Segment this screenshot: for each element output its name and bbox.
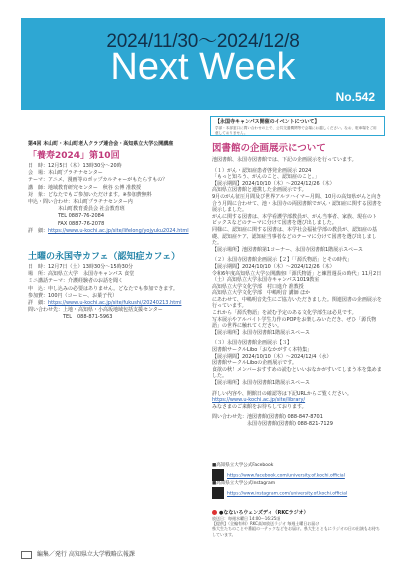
library-block1-row: がんに関する図書は、本学看護学部教員が、がん当事者、家族、現在のトピックスなどのテーマに分けて図書を選び出しました。 xyxy=(212,213,378,227)
social-links xyxy=(212,463,382,499)
library-block1-row: （１）がん・認知症患者啓発企画展示 2024 xyxy=(212,167,312,174)
event-contact-row: 問い合わせ先：上地・高知県・小高坂地域包括支援センター xyxy=(28,307,163,314)
masthead xyxy=(21,18,385,110)
library-intro: 池図書館、永国寺図書館では、下記の企画展示を行っています。 xyxy=(212,157,357,163)
event-contact-row: TEL 088-871-5963 xyxy=(28,314,113,321)
radio-icon xyxy=(212,510,217,515)
instagram-label: ■高知県立大学公式Instagram xyxy=(212,481,276,486)
library-block2-row: 高知県立大学文化学部 中嶋明音 講師 ほか xyxy=(212,290,311,297)
library-block2-row: にあわせて、中嶋明音先生にご協力いただきました。関連図書の企画展示を行っています。 xyxy=(212,296,382,310)
event-detail-row: 日 時：12月5日（木）13時30分〜20時 xyxy=(28,163,122,169)
radio-section xyxy=(212,509,382,537)
newsletter-title: Next Week xyxy=(110,46,296,88)
library-block2-row: 写本展示やアルバイト学生力作のPOPをお楽しみいただき、ぜひ「源氏物語」の世界に触れてください。 xyxy=(212,316,377,330)
library-block2-row: （２）永国寺図書館企画展示【２】「「源氏物語」とその時代」 xyxy=(212,257,353,264)
library-block3-row: 【展示期間】2024/10/10（木）〜2024/12/4（水） xyxy=(212,353,332,360)
event-yojyuku xyxy=(28,140,198,235)
event-title: 土曜の永国寺カフェ（認知症カフェ） xyxy=(28,252,181,263)
event-detail-link[interactable]: https://www.u-kochi.ac.jp/site/fukushi/20240213.html xyxy=(48,300,182,307)
event-link-label: 詳 細： xyxy=(28,227,49,234)
issue-number: No.542 xyxy=(335,90,375,104)
date-range: 2024/11/30〜2024/12/8 xyxy=(106,31,300,52)
library-block2-row: 高知県立大学文化学部 村口進介 准教授 xyxy=(212,283,304,290)
library-block1-row: 【展示期間】2024/10/10（木）〜2024/12/26（木） xyxy=(212,180,335,187)
library-block3-row: 【展示場所】永国寺図書館1階展示スペース xyxy=(212,380,310,386)
event-details xyxy=(28,163,198,235)
library-section-title: 図書館の企画展示について xyxy=(212,143,326,154)
event-link-row xyxy=(28,228,198,235)
event-detail-link[interactable]: https://www.u-kochi.ac.jp/site/lifelong/yojyuku2024.html xyxy=(48,227,189,234)
radio-line: 放送日：毎週水曜日 14:00〜16:25頃 xyxy=(212,516,281,521)
library-outro: みなさまのご来館をお待ちしております。 xyxy=(212,403,307,410)
footer-label: 編集／発行 xyxy=(36,551,67,558)
event-detail-row: 参加費：100円（コーヒー、お菓子代） xyxy=(28,292,118,299)
library-block1-row: 【展示場所】池図書館第1コーナー、永国寺図書館1階展示スペース xyxy=(212,246,363,253)
event-detail-row: FAX 0887-76-2078 xyxy=(28,220,105,227)
footer-org: 高知県立大学戦略広報課 xyxy=(68,551,135,558)
left-column xyxy=(28,140,198,322)
qr-code-icon xyxy=(212,469,224,481)
event-detail-row: テーマ：アニメ、漫画等のポップカルチャーがもたらすもの？ xyxy=(28,177,168,184)
event-detail-row: 会 場：本山町プラチナセンター xyxy=(28,170,103,177)
event-detail-row: ミニ講話テーマ：介護経験者のお話を聞く xyxy=(28,278,124,285)
library-block3-row: 食欲の秋！メンバーおすすめの読むといいおなかがすいてしまう本を集めました。 xyxy=(212,366,382,380)
event-detail-row: TEL 0887-76-2084 xyxy=(28,213,105,220)
event-detail-row: 申込・問い合わせ：本山町プラチナセンター内 xyxy=(28,199,133,206)
library-block3-row: 図書館サークルLiboの企画展示です。 xyxy=(212,360,297,367)
top-margin xyxy=(0,0,400,16)
library-block2-row: 【展示期間】2024/10/10（木）〜2024/12/26（木） xyxy=(212,263,335,270)
library-block3-row: （３）永国寺図書館企画展示【３】 xyxy=(212,340,293,347)
library-contact: 永国寺図書館(図書館) 088-821-7129 xyxy=(212,420,333,427)
notice-title: 【永国寺キャンパス開催のイベントについて】 xyxy=(215,119,320,125)
library-block1-row: 「もっと知ろう、がんのこと、認知症のこと。」 xyxy=(212,174,320,181)
library-block3-row: 図書館サークルLibo「おなかがすく本特集」 xyxy=(212,347,313,354)
radio-line: 県大生たちのことや番組の一テックなどをお届け。県大生とともにラジオの日の出演もお待ちしています。 xyxy=(212,526,380,537)
event-detail-row: 対 象：どなたでもご参加いただけます。※参加費無料 xyxy=(28,191,152,198)
library-contact: 問い合わせ先：池図書館(図書館) 088-847-8701 xyxy=(212,414,323,421)
event-detail-row: 申 込：申し込みの必要はありません。どなたでも参加できます。 xyxy=(28,285,178,292)
publisher-logo-icon xyxy=(21,551,32,559)
library-outro: 詳しい内容や、開館日の確認等は下記URLからご覧ください。 xyxy=(212,390,352,397)
library-section-body xyxy=(212,157,382,428)
event-detail-row: 本山町教育委員会 社会教育班 xyxy=(28,206,125,213)
radio-title: ●なないろウェンズディ（RKCラジオ） xyxy=(219,510,309,516)
radio-line: 【提供】（全編有料）RKC高知放送ラジオ 毎週土曜日お届け xyxy=(212,521,320,527)
library-block2-row: 【展示場所】永国寺図書館1階展示スペース xyxy=(212,329,310,336)
event-subtitle: 第4回 本山町・本山町老人クラブ連合会・高知県立大学公開講座 xyxy=(28,141,174,147)
event-detail-row: 場 所：高知県立大学 永国寺キャンパス 食堂 xyxy=(28,271,135,278)
event-title: 「養寿2024」第10回 xyxy=(28,151,120,161)
notice-desc: 学部・本部窓口に問い合わせの上で、公共交通機関等で会場にお越しください。なお、駐車場をご用意しておりません。 xyxy=(215,126,377,135)
library-link[interactable]: https://www.u-kochi.ac.jp/site/library/ xyxy=(212,397,306,404)
event-detail-row: 講 師：地域教育研究センター 秋谷 公博 准教授 xyxy=(28,184,141,191)
facebook-link[interactable]: https://www.facebook.com/university.of.kochi.official xyxy=(227,473,345,479)
qr-code-icon xyxy=(212,487,224,499)
right-column xyxy=(212,140,382,428)
library-block1-row: 9月のがん征圧月間及び世界アルツハイマー月間、10月の高知県がんと向き合う月間に合わせて、池・永国寺の両図書館でがん・認知症に関する図書を展示しました。 xyxy=(212,193,382,214)
event-details xyxy=(28,264,198,322)
library-block2-row: 令和6年度高知県立大学公開講座Ⅰ「源氏物語」と練習週長の時代」11月2日（土）高知県立大学永国寺キャンパス1019教室 xyxy=(212,270,382,284)
event-link-label: 詳 細： xyxy=(28,300,49,307)
library-block1-row: 高知県立図書館と連携した企画展示です。 xyxy=(212,187,307,194)
footer xyxy=(21,549,221,559)
library-block1-row: 同様に、認知症に関する図書は、本学社会福祉学部の教員が、認知症の基礎、認知症ケア、認知症当事者などのテーマに分けて図書を選び出しました。 xyxy=(212,226,378,247)
facebook-label: ■高知県立大学公式Facebook xyxy=(212,463,274,468)
event-cafe xyxy=(28,249,198,322)
library-block2-row: これから「源氏物語」を読む予定のある文化学部生は必見です。 xyxy=(212,310,357,317)
notice-box xyxy=(210,116,385,136)
event-detail-row: 日 時：12月7日（土）13時30分〜15時30分 xyxy=(28,264,133,271)
instagram-link[interactable]: https://www.instagram.com/university.of.kochi.official xyxy=(227,491,348,497)
